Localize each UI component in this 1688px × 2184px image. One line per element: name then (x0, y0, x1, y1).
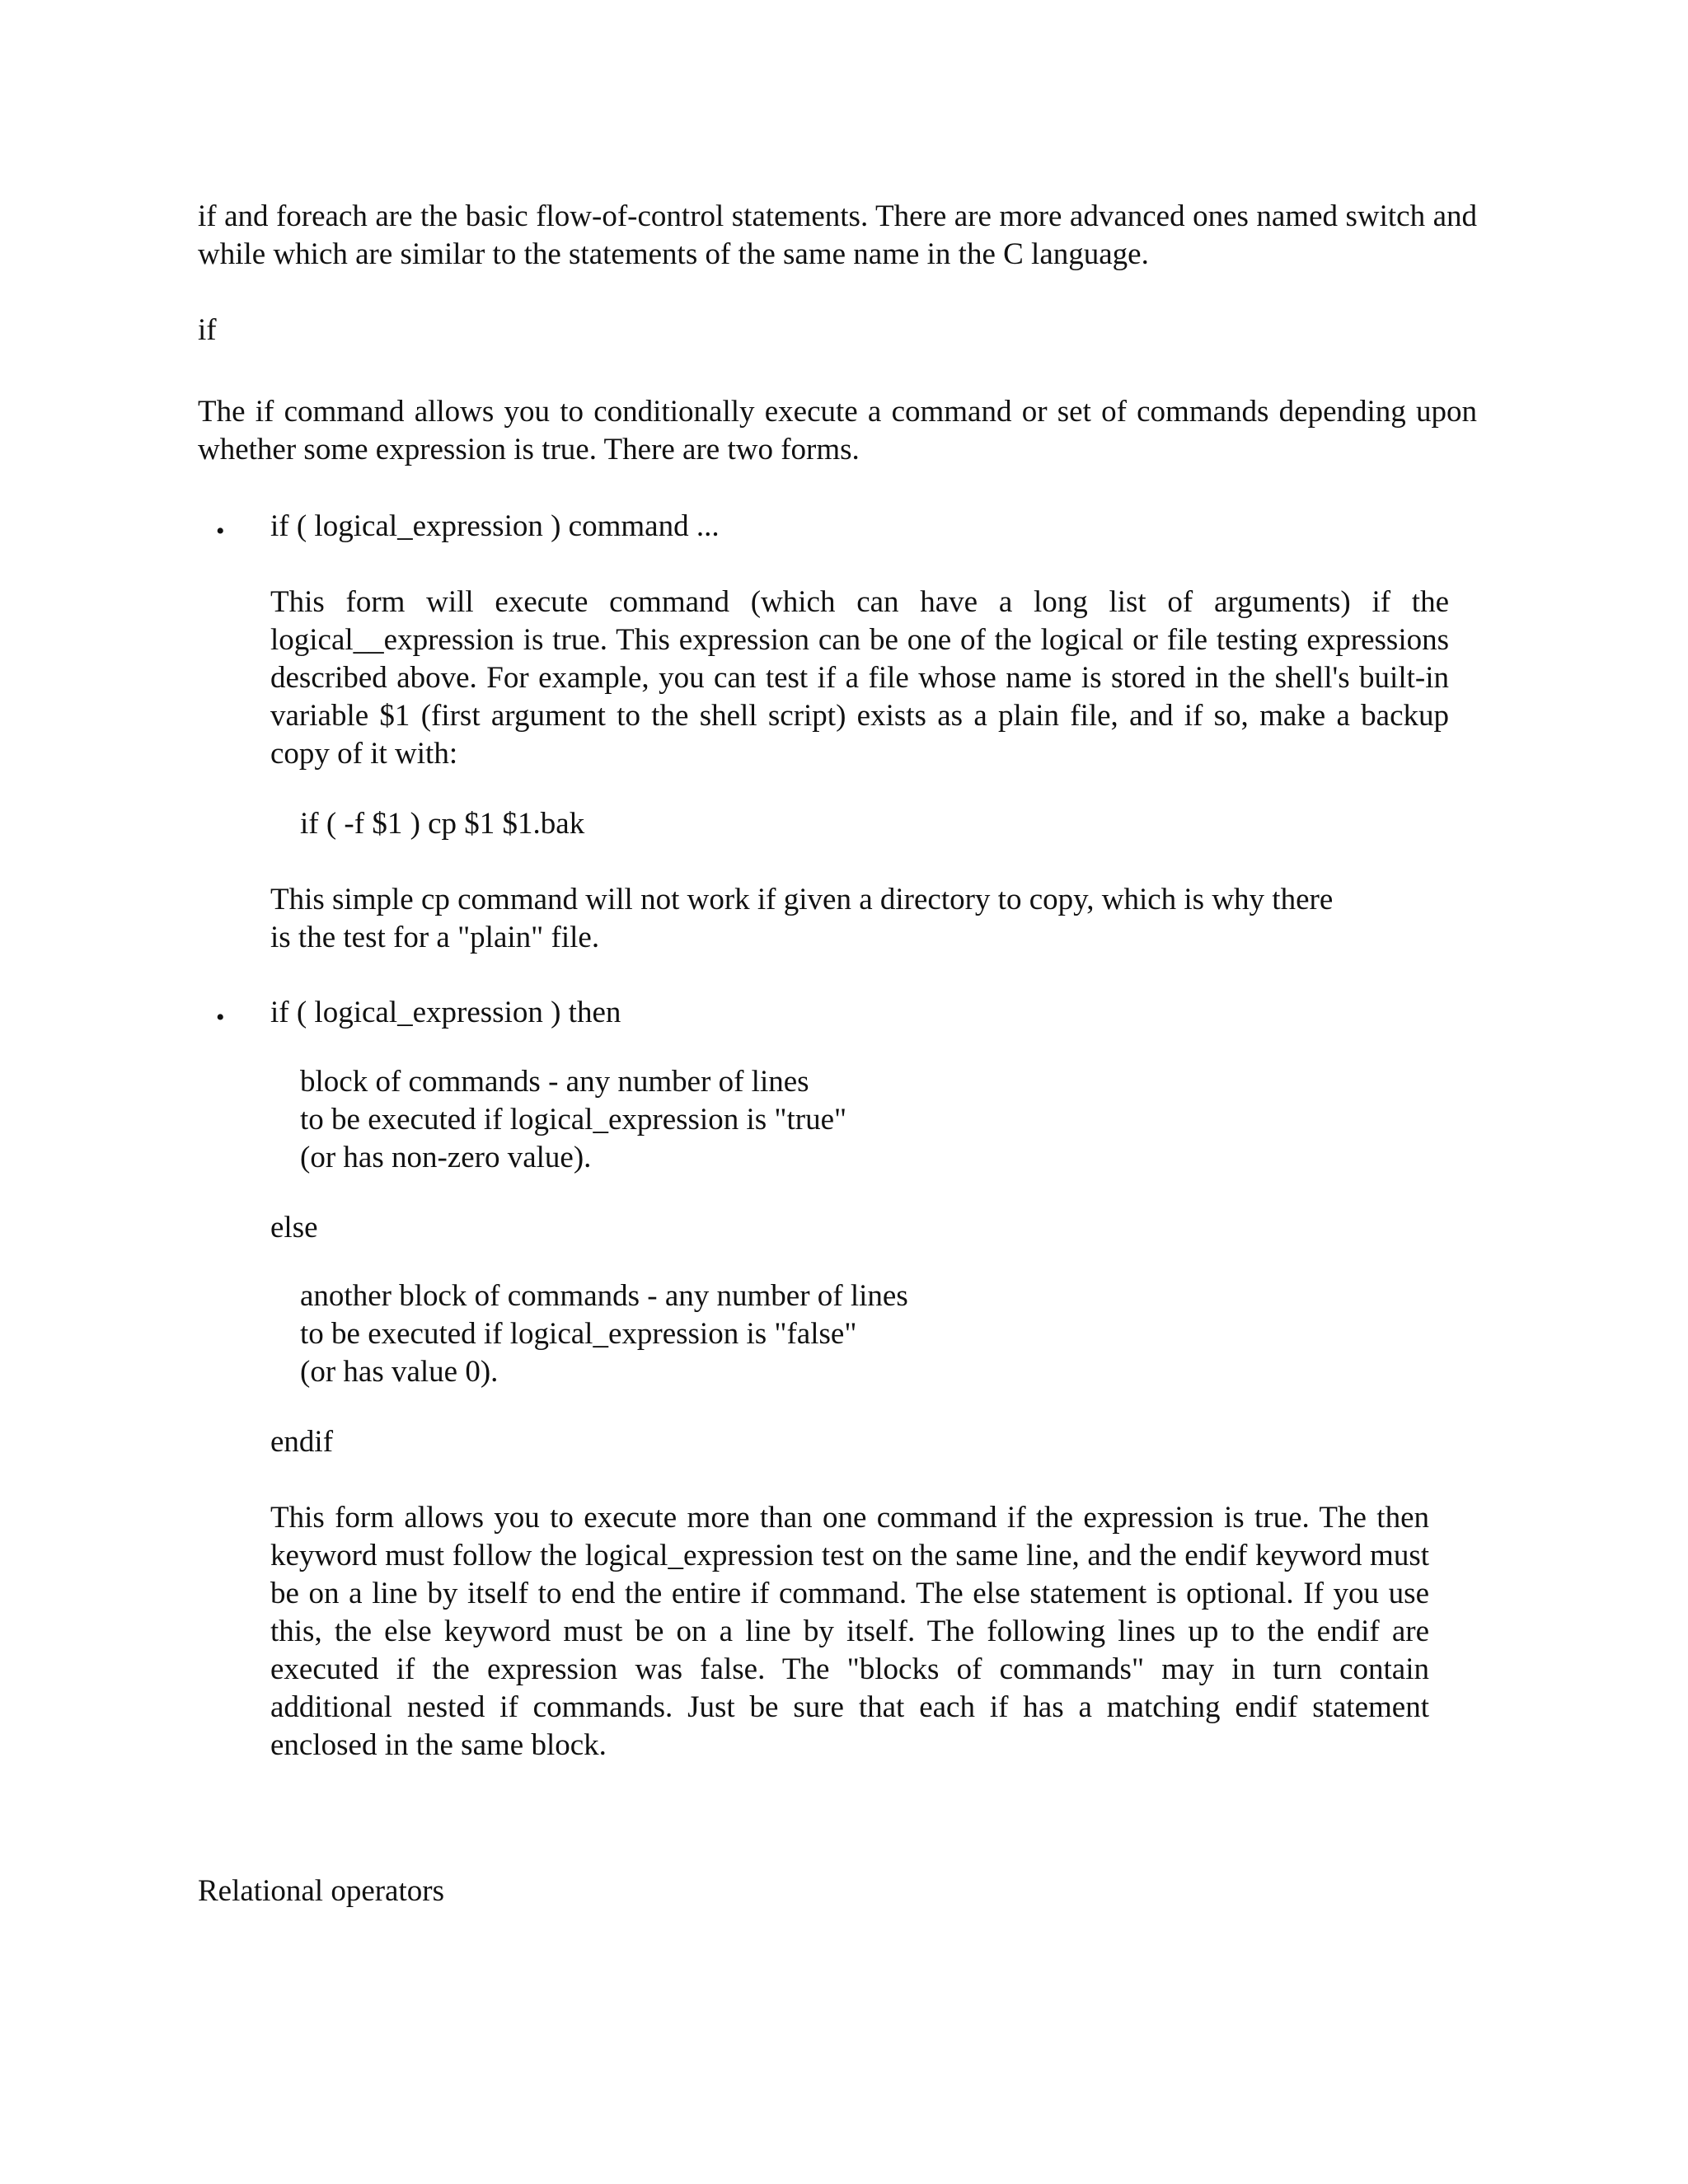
form-1-example-code: if ( -f $1 ) cp $1 $1.bak (300, 807, 585, 841)
form-1-note-line: is the test for a "plain" file. (270, 921, 600, 954)
bullet-form-2: • (216, 1004, 225, 1031)
form-1-note (270, 881, 1333, 957)
form-1-syntax: if ( logical_expression ) command ... (270, 509, 720, 543)
if-description-paragraph: The if command allows you to conditionally execute a command or set of commands depending upon whether some expression is true. There are two forms. (198, 395, 1477, 466)
section-heading-relational-operators: Relational operators (198, 1874, 444, 1908)
form-2-false-block (300, 1277, 908, 1391)
endif-keyword: endif (270, 1425, 334, 1459)
bullet-form-1: • (216, 518, 225, 545)
true-block-line: block of commands - any number of lines (300, 1065, 809, 1099)
else-keyword: else (270, 1211, 318, 1244)
form-2-true-block (300, 1063, 846, 1177)
form-1-note-line: This simple cp command will not work if given a directory to copy, which is why there (270, 883, 1334, 916)
form-2-syntax: if ( logical_expression ) then (270, 996, 621, 1029)
section-heading-if: if (198, 313, 217, 347)
form-1-explanation: This form will execute command (which can have a long list of arguments) if the logical__expression is true. This expression can be one of the logical or file testing expressions described above. For example, you can test if a file whose name is stored in the shell's built-in variable $1 (first argument to the shell script) exists as a plain file, and if so, make a backup copy of it with: (270, 585, 1449, 771)
form-2-explanation: This form allows you to execute more than one command if the expression is true. The then keyword must follow the logical_expression test on the same line, and the endif keyword must be on a line by itself to end the entire if command. The else statement is optional. If you use this, the else keyword must be on a line by itself. The following lines up to the endif are executed if the expression was false. The "blocks of commands" may in turn contain additional nested if commands. Just be sure that each if has a matching endif statement enclosed in the same block. (270, 1501, 1429, 1762)
false-block-line: another block of commands - any number of lines (300, 1279, 908, 1313)
true-block-line: (or has non-zero value). (300, 1141, 592, 1174)
true-block-line: to be executed if logical_expression is "true" (300, 1103, 847, 1137)
intro-paragraph: if and foreach are the basic flow-of-control statements. There are more advanced ones named switch and while which are similar to the statements of the same name in the C language. (198, 199, 1477, 271)
false-block-line: to be executed if logical_expression is "false" (300, 1317, 857, 1351)
false-block-line: (or has value 0). (300, 1355, 499, 1389)
